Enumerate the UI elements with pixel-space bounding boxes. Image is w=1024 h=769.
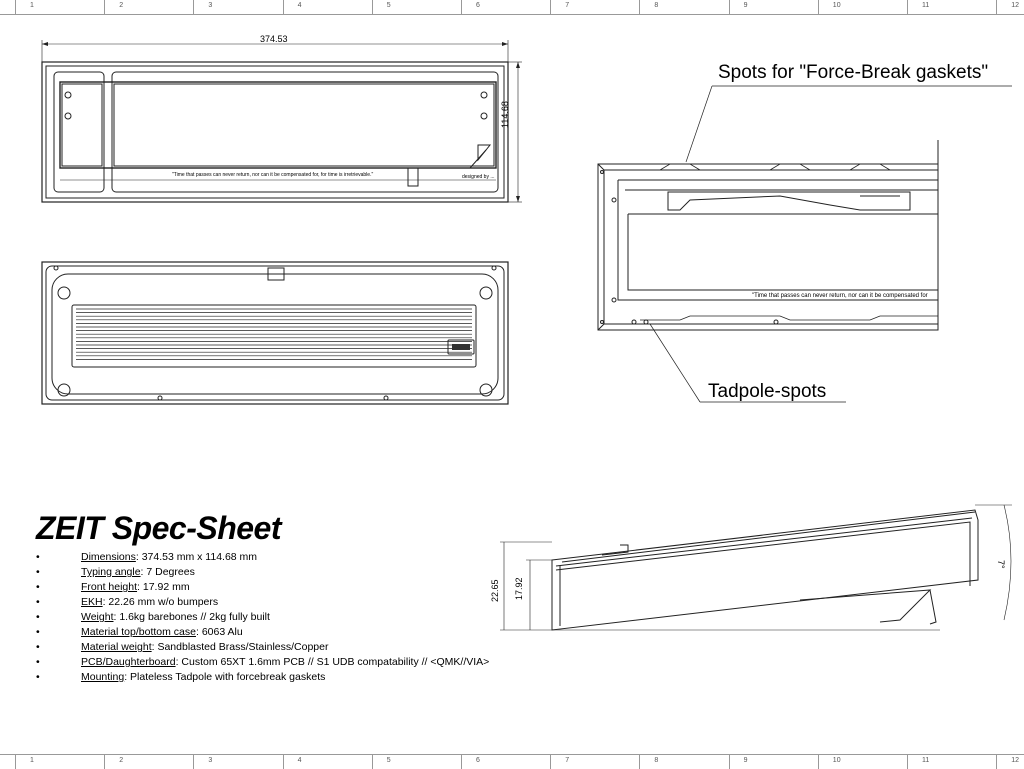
spec-item-value: : Custom 65XT 1.6mm PCB // S1 UDB compatability // <QMK//VIA> — [175, 656, 490, 668]
ruler-label: 2 — [119, 757, 124, 764]
spec-item — [36, 655, 536, 670]
spec-item — [36, 550, 536, 565]
spec-item-value: : 6063 Alu — [195, 626, 243, 638]
ruler-label: 3 — [208, 757, 213, 764]
spec-item — [36, 565, 536, 580]
bullet: • — [36, 626, 40, 638]
bullet: • — [36, 656, 40, 668]
side-profile-drawing — [500, 505, 1012, 630]
spec-item-key: EKH — [81, 596, 103, 608]
ruler-label: 10 — [832, 757, 841, 764]
spec-item-key: Mounting — [81, 671, 125, 683]
ruler-label: 12 — [1011, 757, 1019, 764]
spec-item — [36, 625, 536, 640]
ruler-label: 6 — [476, 757, 480, 764]
ruler-label: 9 — [743, 757, 748, 764]
angle-dimension-label: 7° — [996, 560, 1006, 569]
ruler-label: 1 — [30, 757, 34, 764]
ruler-label: 7 — [565, 757, 570, 764]
spec-item — [36, 670, 536, 685]
ruler-label: 8 — [654, 757, 659, 764]
bullet: • — [36, 551, 40, 563]
spec-item-key: Material top/bottom case — [81, 626, 196, 638]
ruler-label: 5 — [386, 757, 391, 764]
spec-item-value: : 22.26 mm w/o bumpers — [102, 596, 219, 608]
height-dimension-label: 114.68 — [500, 101, 510, 128]
spec-item-key: PCB/Daughterboard — [81, 656, 176, 668]
ruler-label: 11 — [922, 2, 930, 9]
spec-item-key: Material weight — [81, 641, 152, 653]
spec-item-value: : Sandblasted Brass/Stainless/Copper — [151, 641, 329, 653]
ruler-label: 4 — [297, 2, 302, 9]
back-height-dimension-label: 22.65 — [490, 579, 500, 602]
spec-item-value: : 17.92 mm — [137, 581, 190, 593]
spec-item-value: : 1.6kg barebones // 2kg fully built — [113, 611, 270, 623]
bottom-view-drawing — [42, 262, 508, 404]
bullet: • — [36, 611, 40, 623]
bullet: • — [36, 566, 40, 578]
width-dimension-label: 374.53 — [260, 34, 288, 44]
spec-list — [36, 550, 536, 685]
ruler-label: 12 — [1011, 2, 1019, 9]
spec-sheet-title: ZEIT Spec-Sheet — [36, 510, 281, 546]
spec-item-key: Typing angle — [81, 566, 141, 578]
side-detail-drawing — [598, 86, 1012, 402]
bullet: • — [36, 671, 40, 683]
ruler-label: 9 — [743, 2, 748, 9]
ruler-label: 10 — [832, 2, 841, 9]
front-height-dimension-label: 17.92 — [514, 577, 524, 600]
ruler-label: 7 — [565, 2, 570, 9]
ruler-label: 3 — [208, 2, 213, 9]
ruler-label: 2 — [119, 2, 124, 9]
spec-item — [36, 580, 536, 595]
bullet: • — [36, 596, 40, 608]
spec-item — [36, 595, 536, 610]
ruler-label: 6 — [476, 2, 480, 9]
ruler-label: 5 — [386, 2, 391, 9]
spec-item-value: : 374.53 mm x 114.68 mm — [135, 551, 258, 563]
spec-item-key: Front height — [81, 581, 138, 593]
ruler-label: 4 — [297, 757, 302, 764]
detail-quote: "Time that passes can never return, nor can it be compensated for — [752, 293, 928, 299]
spec-item-key: Dimensions — [81, 551, 136, 563]
spec-item-key: Weight — [81, 611, 114, 623]
force-break-callout: Spots for "Force-Break gaskets" — [718, 62, 989, 83]
ruler-label: 11 — [922, 757, 930, 764]
tadpole-callout: Tadpole-spots — [708, 381, 827, 402]
plate-quote: "Time that passes can never return, nor can it be compensated for, for time is irretrievable." — [172, 172, 374, 178]
spec-item — [36, 640, 536, 655]
bullet: • — [36, 641, 40, 653]
ruler-label: 8 — [654, 2, 659, 9]
spec-item — [36, 610, 536, 625]
plate-credit: designed by ... — [462, 174, 495, 180]
spec-item-value: : 7 Degrees — [140, 566, 195, 578]
spec-item-value: : Plateless Tadpole with forcebreak gaskets — [124, 671, 326, 683]
ruler-label: 1 — [30, 2, 34, 9]
bullet: • — [36, 581, 40, 593]
